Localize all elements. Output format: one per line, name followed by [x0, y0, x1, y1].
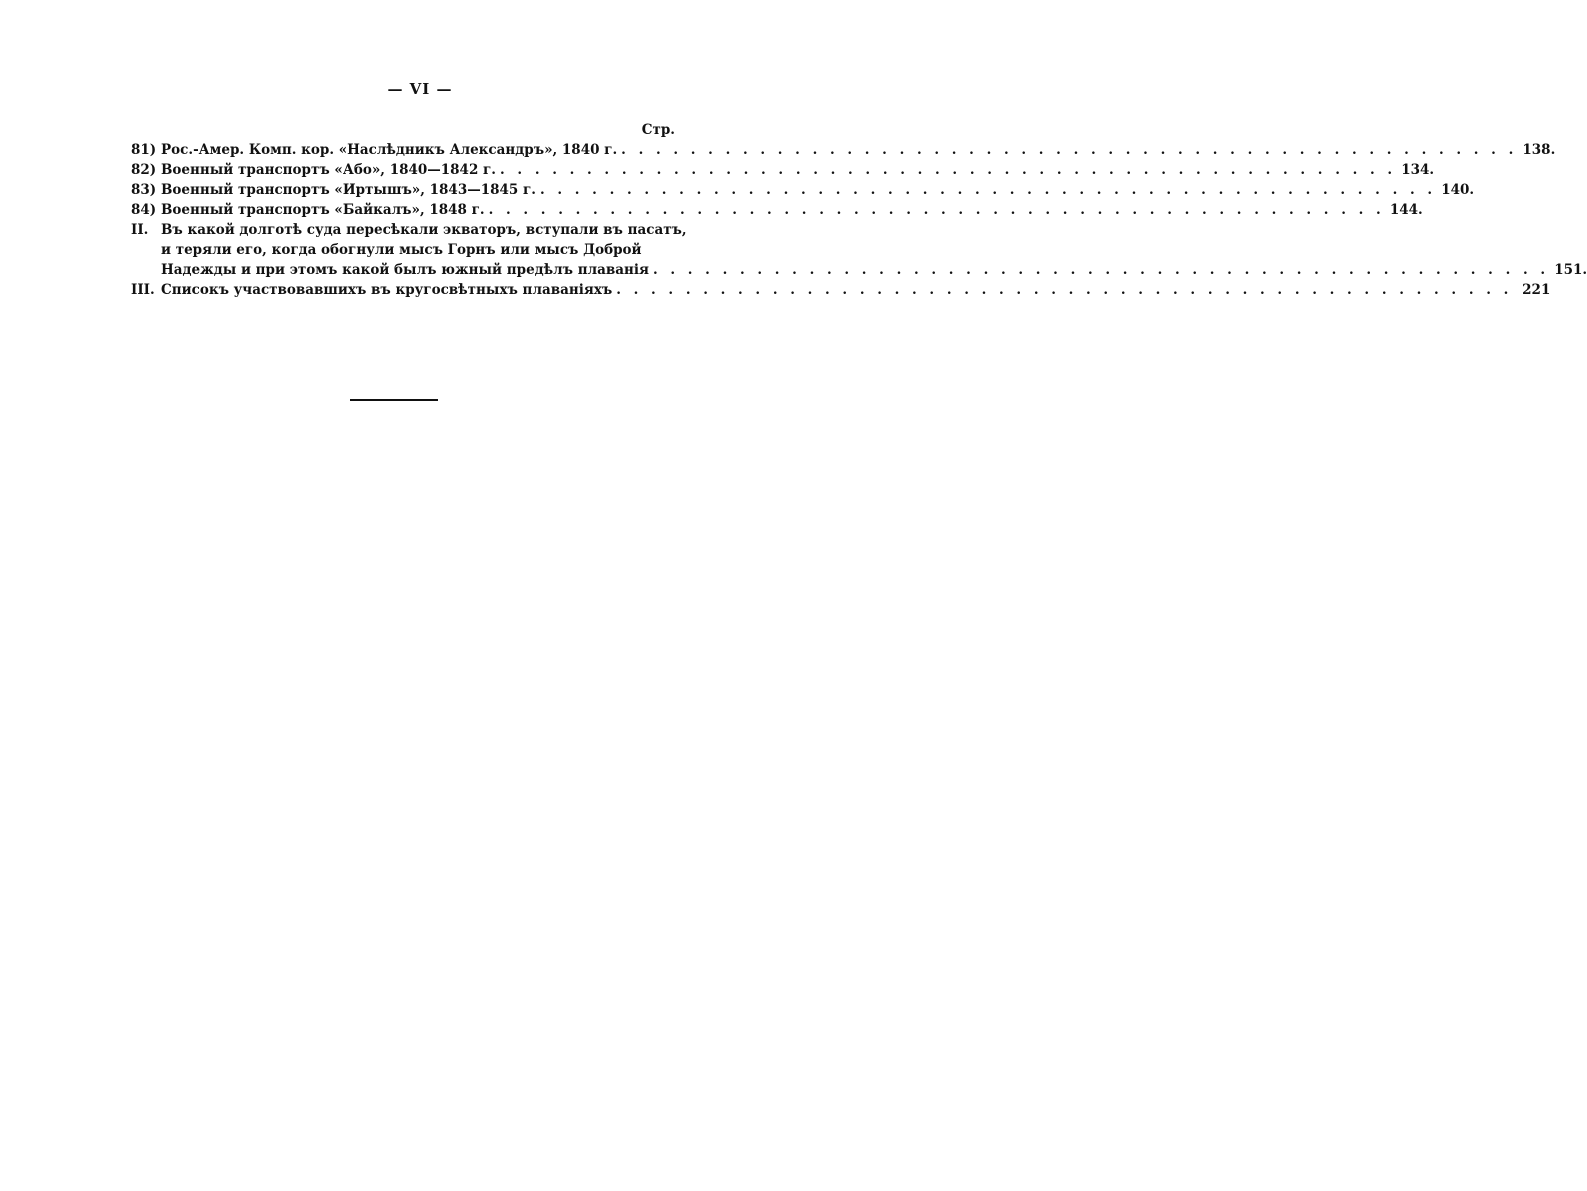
dot-leader — [500, 160, 1396, 180]
page-column-label: Стр. — [641, 122, 675, 138]
entry-number: 83) — [131, 182, 157, 198]
entry-title: Военный транспортъ «Або», 1840—1842 г. — [161, 162, 497, 178]
section-page: 151. — [1554, 262, 1587, 278]
section-number: III. — [131, 282, 155, 298]
dot-leader — [653, 260, 1549, 280]
entry-title: Рос.-Амер. Комп. кор. «Наслѣдникъ Александръ», 1840 г. — [161, 142, 618, 158]
toc-entry-83 — [131, 180, 1475, 200]
toc-entry-84 — [131, 200, 1423, 220]
entry-title: Военный транспортъ «Иртышъ», 1843—1845 г. — [161, 182, 536, 198]
entry-page: 140. — [1441, 182, 1475, 198]
section-title: Списокъ участвовавшихъ въ кругосвѣтныхъ плаваніяхъ — [161, 282, 613, 298]
section-title-line: Въ какой долготѣ суда пересѣкали экваторъ, вступали въ пасатъ, — [161, 222, 687, 238]
page-header: — VI — — [387, 80, 453, 98]
entry-number: 84) — [131, 202, 157, 218]
toc-section-ii-line3 — [131, 260, 1587, 280]
entry-page: 134. — [1401, 162, 1435, 178]
toc-entry-82 — [131, 160, 1435, 180]
entry-number: 82) — [131, 162, 157, 178]
dot-leader — [616, 280, 1512, 300]
section-number: II. — [131, 222, 149, 238]
toc-entry-81 — [131, 140, 1556, 160]
toc-section-iii — [131, 280, 1551, 300]
entry-number: 81) — [131, 142, 157, 158]
section-page: 221 — [1522, 282, 1551, 298]
section-title-line: Надежды и при этомъ какой былъ южный предѣлъ плаванія — [161, 262, 649, 278]
entry-page: 138. — [1522, 142, 1556, 158]
dot-leader — [621, 140, 1517, 160]
dot-leader — [489, 200, 1385, 220]
section-divider-rule — [350, 399, 438, 401]
entry-page: 144. — [1389, 202, 1423, 218]
table-of-contents — [131, 120, 1587, 300]
dot-leader — [540, 180, 1436, 200]
entry-title: Военный транспортъ «Байкалъ», 1848 г. — [161, 202, 485, 218]
section-title-line: и теряли его, когда обогнули мысъ Горнъ или мысъ Доброй — [161, 242, 642, 258]
toc-section-ii-line1 — [131, 220, 687, 240]
